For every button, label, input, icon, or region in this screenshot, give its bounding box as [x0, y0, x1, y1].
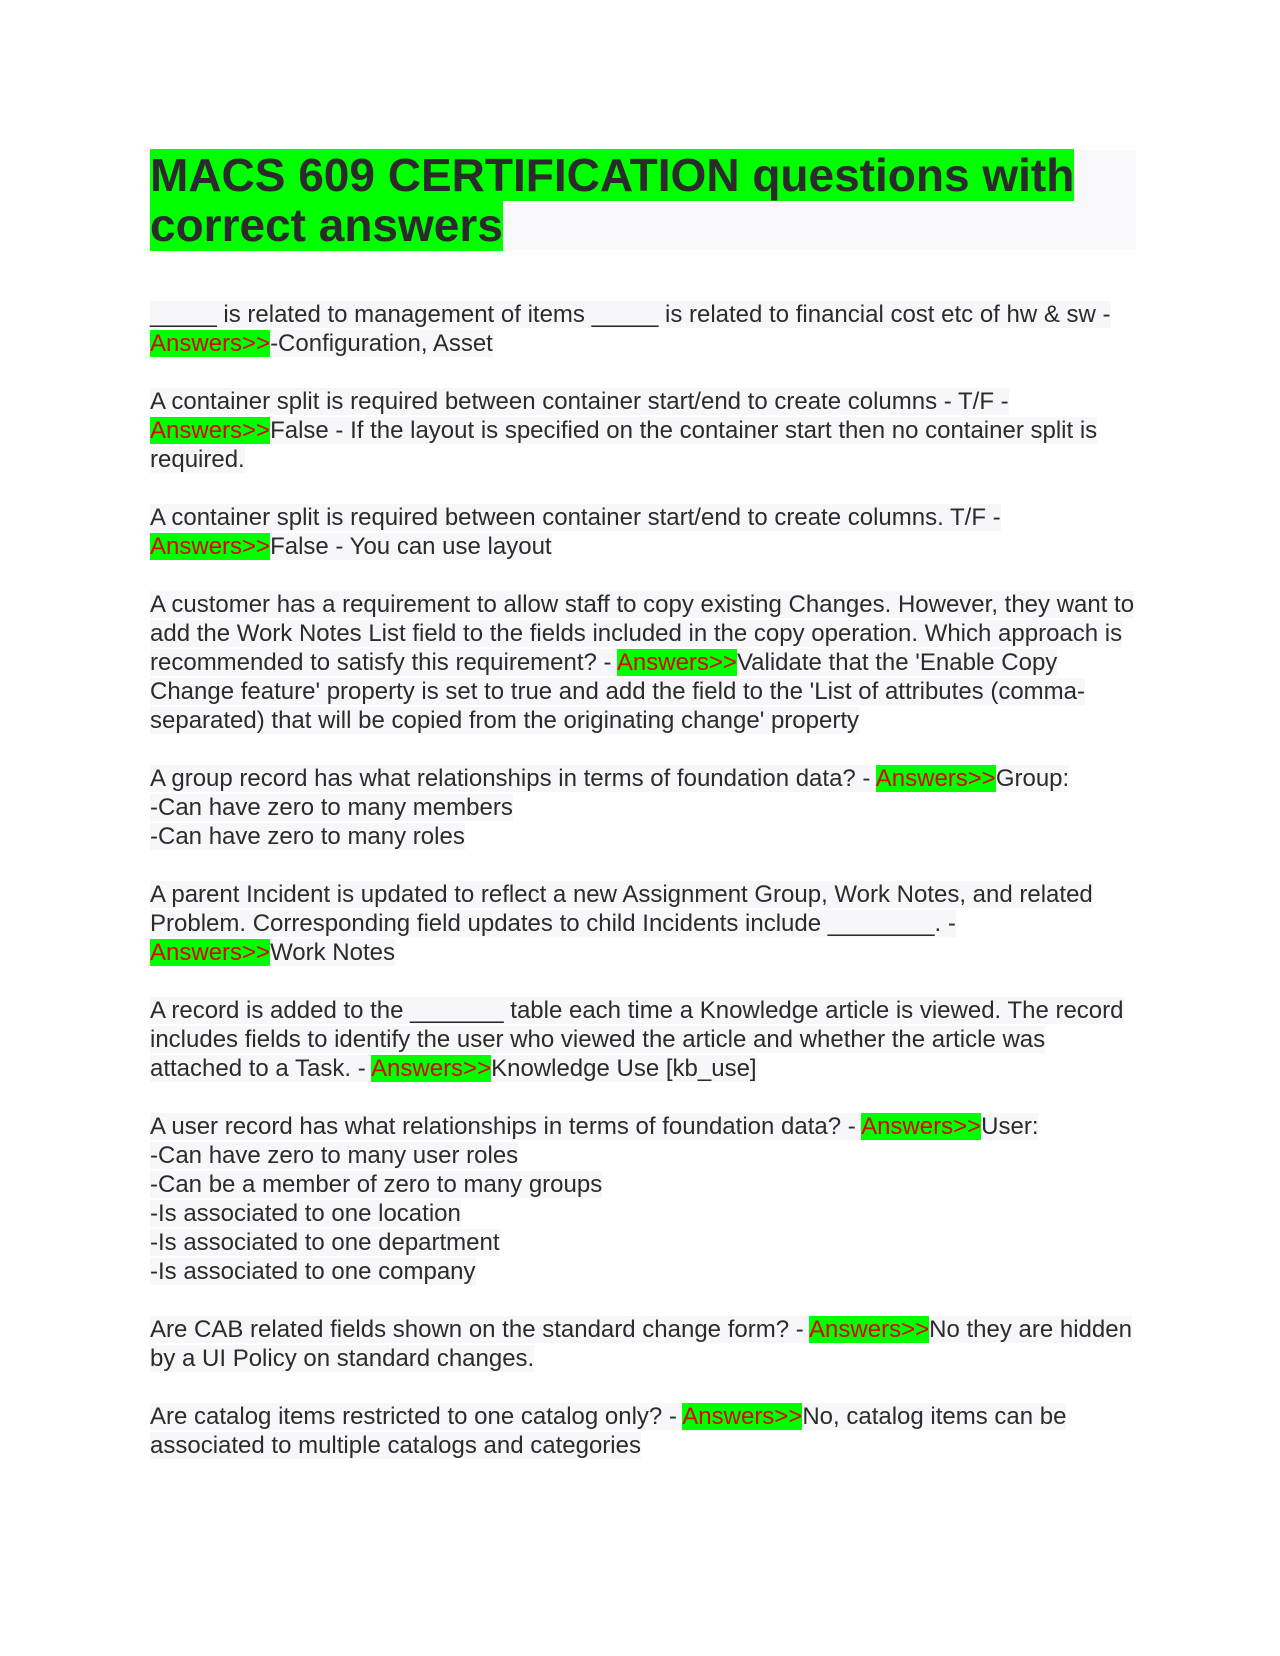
answer-text: Knowledge Use [kb_use] [491, 1055, 757, 1082]
answer-label: Answers>> [682, 1403, 803, 1430]
document-title-text: MACS 609 CERTIFICATION questions with correct answers [150, 149, 1075, 251]
qa-item [150, 1402, 1136, 1460]
question-text: A container split is required between container start/end to create columns. T/F - [150, 504, 1001, 531]
question-text: A user record has what relationships in terms of foundation data? - [150, 1113, 862, 1140]
question-text: _____ is related to management of items _____ is related to financial cost etc of hw & sw - [150, 301, 1111, 328]
answer-label: Answers>> [150, 533, 271, 560]
qa-item [150, 1112, 1136, 1286]
answer-text: Group: -Can have zero to many members -Can have zero to many roles [150, 765, 1070, 850]
question-text: Are CAB related fields shown on the standard change form? - [150, 1316, 810, 1343]
answer-label: Answers>> [150, 330, 271, 357]
qa-item [150, 503, 1136, 561]
answer-text: Work Notes [270, 939, 395, 966]
answer-text: User: -Can have zero to many user roles -Can be a member of zero to many groups -Is associated to one location -Is associated to one department -Is associated to one company [150, 1113, 1039, 1285]
answer-label: Answers>> [861, 1113, 982, 1140]
answer-text: No they are hidden by a UI Policy on standard changes. [150, 1316, 1132, 1372]
answer-text: -Configuration, Asset [270, 330, 493, 357]
document-page [150, 150, 1136, 1489]
question-text: A customer has a requirement to allow staff to copy existing Changes. However, they want to add the Work Notes List field to the fields included in the copy operation. Which approach is recommended to satisfy this requirement? - [150, 591, 1135, 676]
question-text: Are catalog items restricted to one catalog only? - [150, 1403, 683, 1430]
title-block [150, 150, 1136, 250]
answer-label: Answers>> [150, 417, 271, 444]
question-text: A parent Incident is updated to reflect a new Assignment Group, Work Notes, and related Problem. Corresponding field updates to child Incidents include ________. - [150, 881, 1093, 937]
question-text: A record is added to the _______ table each time a Knowledge article is viewed. The record includes fields to identify the user who viewed the article and whether the article was attached to a Task. - [150, 997, 1124, 1082]
answer-text: False - If the layout is specified on the container start then no container split is required. [150, 417, 1098, 473]
qa-item [150, 590, 1136, 735]
document-title [150, 150, 1136, 250]
answer-text: False - You can use layout [270, 533, 552, 560]
answer-text: Validate that the 'Enable Copy Change feature' property is set to true and add the field to the 'List of attributes (comma-separated) that will be copied from the originating change' property [150, 649, 1086, 734]
qa-item [150, 764, 1136, 851]
answer-label: Answers>> [150, 939, 271, 966]
answer-label: Answers>> [616, 649, 737, 676]
qa-item [150, 1315, 1136, 1373]
question-text: A container split is required between container start/end to create columns - T/F - [150, 388, 1009, 415]
answer-label: Answers>> [809, 1316, 930, 1343]
question-text: A group record has what relationships in terms of foundation data? - [150, 765, 876, 792]
answer-text: No, catalog items can be associated to multiple catalogs and categories [150, 1403, 1067, 1459]
answer-label: Answers>> [875, 765, 996, 792]
answer-label: Answers>> [371, 1055, 492, 1082]
qa-item [150, 387, 1136, 474]
qa-item [150, 880, 1136, 967]
qa-item [150, 996, 1136, 1083]
qa-list [150, 300, 1136, 1460]
qa-item [150, 300, 1136, 358]
